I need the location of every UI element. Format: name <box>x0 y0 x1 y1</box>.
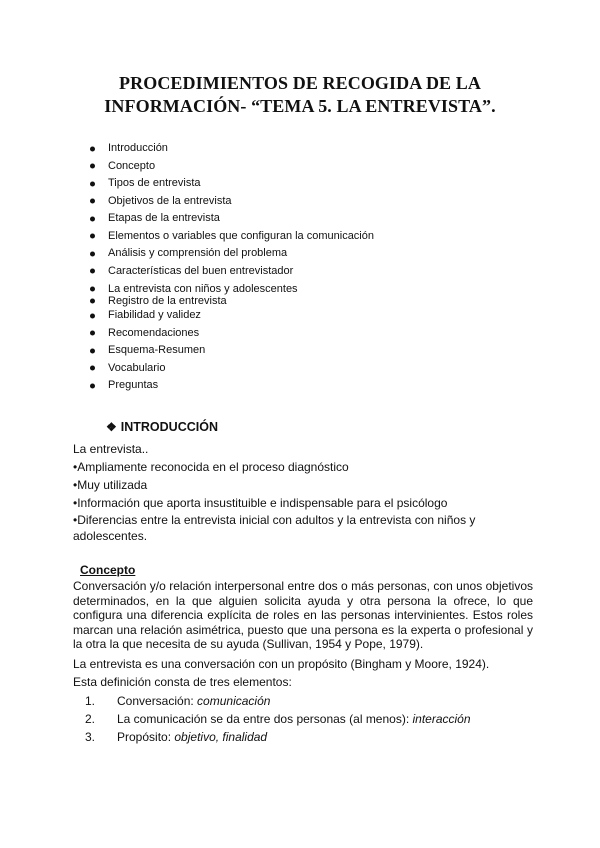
toc-item-label: Elementos o variables que configuran la comunicación <box>108 229 374 242</box>
toc-item-label: Fiabilidad y validez <box>108 309 201 321</box>
toc-item-label: Análisis y comprensión del problema <box>108 247 288 259</box>
toc-item-label: Preguntas <box>108 379 159 391</box>
toc-item-label: Tipos de entrevista <box>108 177 201 189</box>
intro-point: •Información que aporta insustituible e indispensable para el psicólogo <box>73 496 448 510</box>
toc-item <box>88 377 374 395</box>
table-of-contents <box>88 140 374 395</box>
bullet-icon <box>90 199 95 204</box>
list-number: 2. <box>85 712 96 726</box>
toc-item-label: Introducción <box>108 142 168 154</box>
introduccion-body <box>73 440 533 543</box>
document-title <box>60 72 540 118</box>
toc-item <box>88 295 374 307</box>
toc-item-label: Esquema-Resumen <box>108 344 206 356</box>
section-heading-label: INTRODUCCIÓN <box>120 420 218 434</box>
bullet-icon <box>90 216 95 221</box>
toc-item <box>88 175 374 193</box>
toc-item <box>88 325 374 343</box>
toc-item <box>88 245 374 263</box>
toc-item <box>88 360 374 378</box>
bullet-icon <box>90 146 95 151</box>
concepto-list-intro: Esta definición consta de tres elementos: <box>73 675 292 689</box>
toc-item-label: Recomendaciones <box>108 326 200 339</box>
title-line-1: PROCEDIMIENTOS DE RECOGIDA DE LA <box>119 73 481 93</box>
concepto-sentence: La entrevista es una conversación con un propósito (Bingham y Moore, 1924). <box>73 657 490 671</box>
intro-point: •Diferencias entre la entrevista inicial con adultos y la entrevista con niños y adolescentes. <box>73 513 476 543</box>
diamond-bullet-icon: ❖ <box>106 420 117 434</box>
intro-point: •Ampliamente reconocida en el proceso diagnóstico <box>73 460 349 474</box>
bullet-icon <box>90 313 95 318</box>
toc-item-label: Características del buen entrevistador <box>108 264 294 277</box>
toc-item <box>88 342 374 360</box>
list-item <box>85 728 471 746</box>
list-number: 1. <box>85 694 96 708</box>
title-line-2: INFORMACIÓN- “TEMA 5. LA ENTREVISTA”. <box>104 96 496 116</box>
toc-item-label: La entrevista con niños y adolescentes <box>108 283 298 295</box>
list-italic: comunicación <box>197 694 271 708</box>
toc-item-label: Registro de la entrevista <box>108 295 227 307</box>
section-heading-concepto: Concepto <box>80 563 136 577</box>
list-number: 3. <box>85 730 96 744</box>
bullet-icon <box>90 269 95 274</box>
list-text: Conversación: <box>117 694 198 708</box>
toc-item-label: Etapas de la entrevista <box>108 212 220 224</box>
bullet-icon <box>90 164 95 169</box>
bullet-icon <box>90 299 95 304</box>
list-item <box>85 710 471 728</box>
bullet-icon <box>90 383 95 388</box>
toc-item-label: Concepto <box>108 159 156 172</box>
bullet-icon <box>90 287 95 292</box>
toc-item-label: Objetivos de la entrevista <box>108 194 232 207</box>
bullet-icon <box>90 348 95 353</box>
list-item <box>85 692 471 710</box>
list-text: La comunicación se da entre dos personas (al menos): <box>117 712 413 726</box>
bullet-icon <box>90 234 95 239</box>
toc-item <box>88 307 374 325</box>
intro-point: •Muy utilizada <box>73 478 148 492</box>
toc-item <box>88 283 374 295</box>
bullet-icon <box>90 181 95 186</box>
bullet-icon <box>90 331 95 336</box>
list-italic: objetivo, finalidad <box>174 730 268 744</box>
toc-item <box>88 210 374 228</box>
toc-item-label: Vocabulario <box>108 361 166 374</box>
concepto-followup <box>73 655 533 691</box>
intro-lead: La entrevista.. <box>73 442 149 456</box>
list-italic: interacción <box>412 712 471 726</box>
toc-item <box>88 263 374 281</box>
list-text: Propósito: <box>117 730 175 744</box>
bullet-icon <box>90 251 95 256</box>
section-heading-introduccion <box>106 420 218 434</box>
concepto-elements-list <box>85 692 471 746</box>
toc-item <box>88 228 374 246</box>
toc-item <box>88 140 374 158</box>
concepto-paragraph: Conversación y/o relación interpersonal entre dos o más personas, con unos objetivos determinados, en la que alguien solicita ayuda y otra persona la ofrece, lo que configura una diferencia explícita de roles en las personas intervinientes. Estos roles marcan una relación asimétrica, puesto que una persona es la experta o profesional y la otra la que necesita de su ayuda (Sullivan, 1954 y Pope, 1979). <box>73 579 533 651</box>
toc-item <box>88 193 374 211</box>
bullet-icon <box>90 366 95 371</box>
toc-item <box>88 158 374 176</box>
